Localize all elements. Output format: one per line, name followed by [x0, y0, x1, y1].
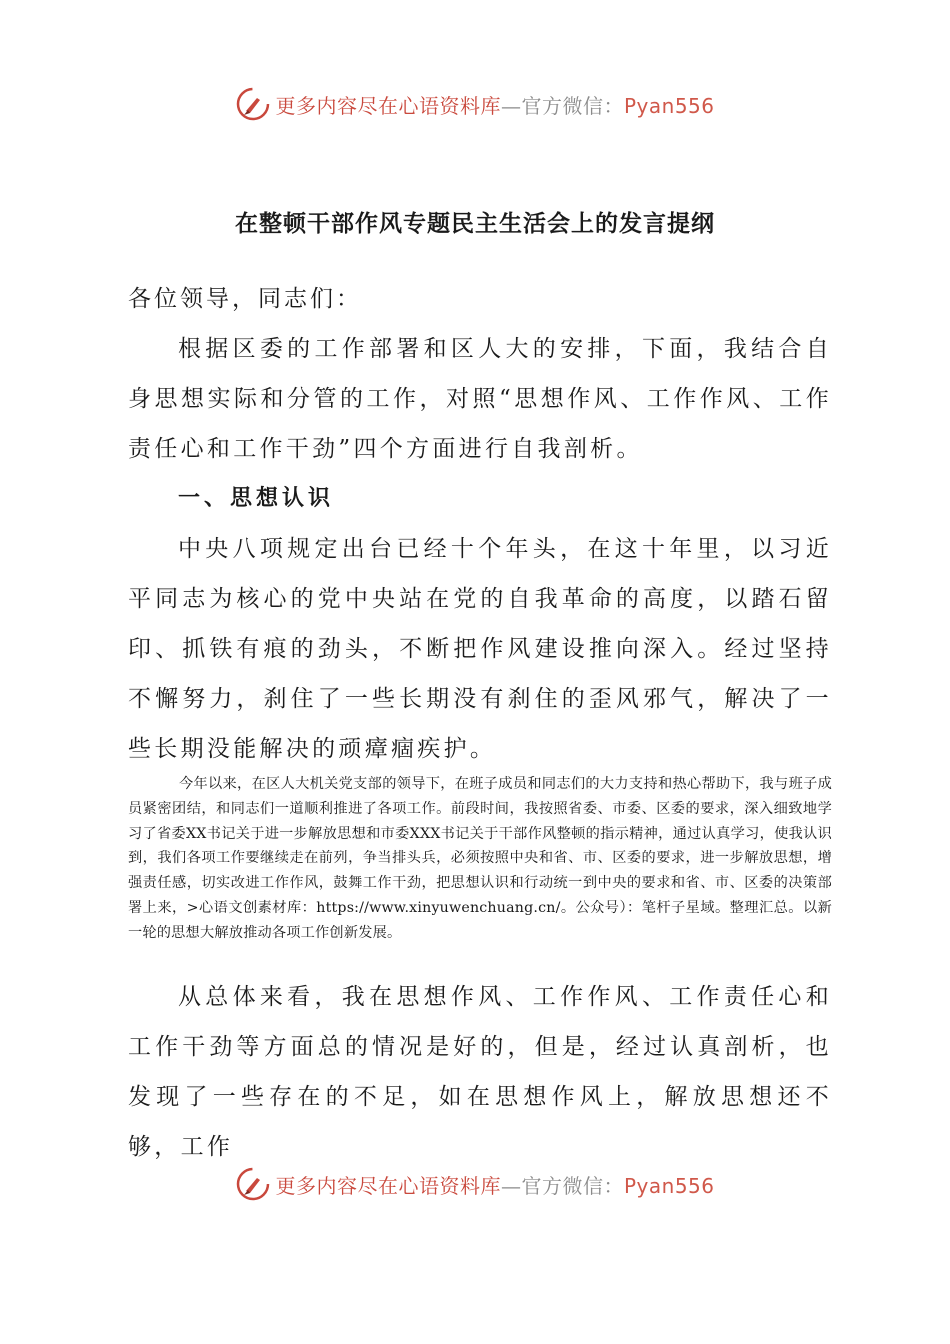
banner-text-wechat-label: —官方微信：	[500, 93, 624, 118]
banner-text-library: 更多内容尽在心语资料库	[275, 1173, 501, 1198]
document-title: 在整顿干部作风专题民主生活会上的发言提纲	[235, 211, 715, 237]
brush-logo-icon	[235, 1166, 271, 1202]
banner-text	[275, 1170, 714, 1199]
banner-text-wechat-label: —官方微信：	[500, 1173, 624, 1198]
salutation: 各位领导，同志们：	[128, 286, 362, 312]
footer-watermark-banner	[0, 1162, 950, 1206]
body-paragraph-overall: 从总体来看，我在思想作风、工作作风、工作责任心和工作干劲等方面总的情况是好的，但是，经过认真剖析，也发现了一些存在的不足，如在思想作风上，解放思想还不够，工作	[128, 984, 832, 1160]
banner-text-wechat-id: Pyan556	[623, 1173, 715, 1198]
body-paragraph-small-print: 今年以来，在区人大机关党支部的领导下，在班子成员和同志们的大力支持和热心帮助下，我与班子成员紧密团结，和同志们一道顺利推进了各项工作。前段时间，我按照省委、市委、区委的要求，深入细致地学习了省委XX书记关于进一步解放思想和市委XXX书记关于干部作风整顿的指示精神，通过认真学习，使我认识到，我们各项工作要继续走在前列，争当排头兵，必须按照中央和省、市、区委的要求，进一步解放思想，增强责任感，切实改进工作作风，鼓舞工作干劲，把思想认识和行动统一到中央的要求和省、市、区委的决策部署上来，>心语文创素材库：https://www.xinyuwenchuang.cn/。公众号）：笔杆子星域。整理汇总。以新一轮的思想大解放推动各项工作创新发展。	[128, 776, 832, 941]
section-heading-thought: 一、思想认识	[178, 486, 335, 511]
banner-text-library: 更多内容尽在心语资料库	[275, 93, 501, 118]
body-paragraph-intro: 根据区委的工作部署和区人大的安排，下面，我结合自身思想实际和分管的工作，对照“思想作风、工作作风、工作责任心和工作干劲”四个方面进行自我剖析。	[128, 336, 832, 462]
banner-text-wechat-id: Pyan556	[623, 93, 715, 118]
brush-logo-icon	[235, 86, 271, 122]
banner-text	[275, 90, 714, 119]
body-paragraph-eight-rules: 中央八项规定出台已经十个年头，在这十年里，以习近平同志为核心的党中央站在党的自我革命的高度，以踏石留印、抓铁有痕的劲头，不断把作风建设推向深入。经过坚持不懈努力，刹住了一些长期没有刹住的歪风邪气，解决了一些长期没能解决的顽瘴痼疾护。	[128, 536, 832, 762]
header-watermark-banner	[0, 82, 950, 126]
